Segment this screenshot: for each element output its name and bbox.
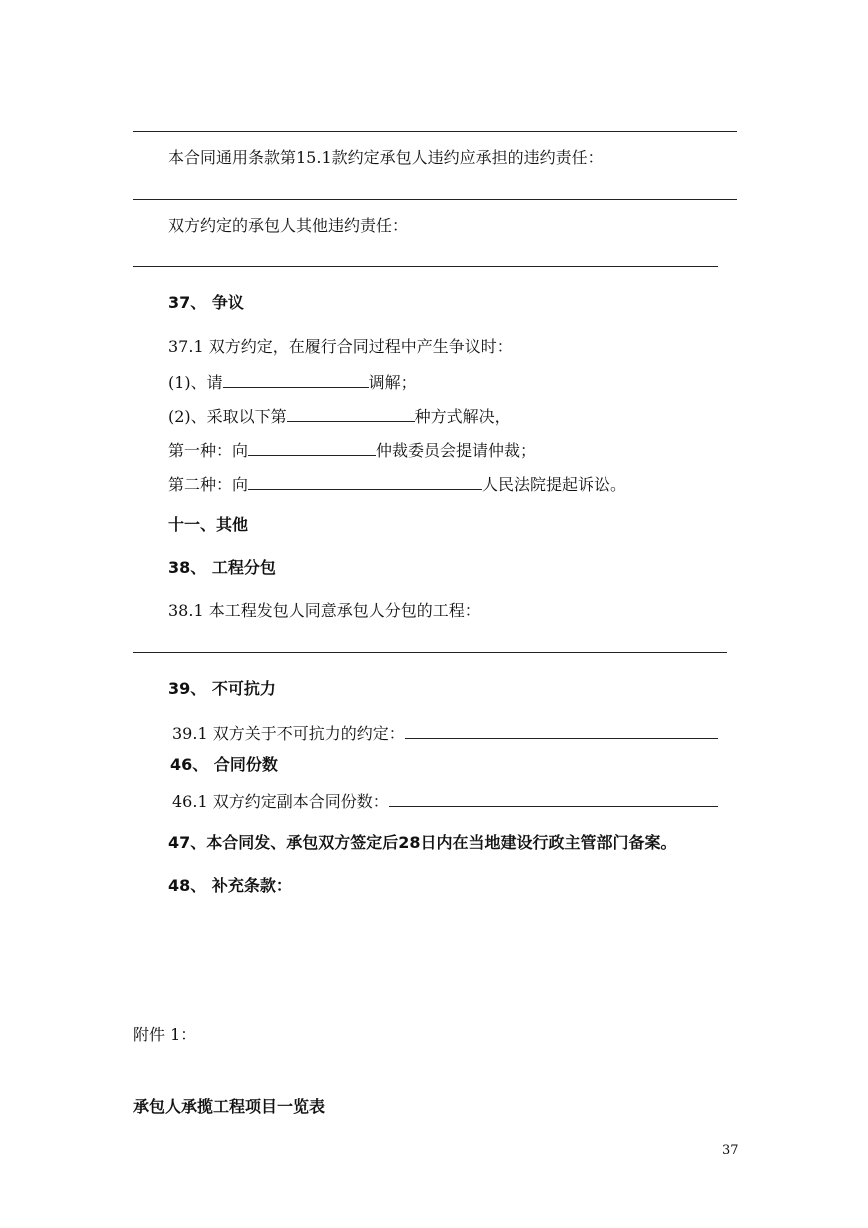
other-liability-clause: 双方约定的承包人其他违约责任：: [168, 216, 409, 235]
resolution-method-line: [168, 405, 511, 427]
arbitration-prefix: 第一种：向: [168, 441, 249, 460]
section-39-1-line: [172, 722, 718, 744]
section-37-heading: 37、 争议: [168, 293, 244, 312]
section-48-heading: 48、 补充条款：: [168, 876, 292, 895]
method-number-blank: [287, 405, 415, 422]
blank-line: [133, 652, 727, 653]
force-majeure-blank: [405, 722, 718, 739]
section-47-text: 47、本合同发、承包双方签定后28日内在当地建设行政主管部门备案。: [168, 833, 677, 852]
resolution-suffix: 种方式解决，: [414, 407, 511, 426]
mediation-prefix: (1)、请: [168, 373, 223, 392]
blank-line: [133, 266, 718, 267]
mediator-blank: [223, 371, 369, 388]
resolution-prefix: (2)、采取以下第: [168, 407, 287, 426]
blank-line: [133, 131, 737, 132]
mediation-line: [168, 371, 417, 393]
general-liability-clause: 本合同通用条款第15.1款约定承包人违约应承担的违约责任：: [168, 148, 604, 167]
section-46-heading: 46、 合同份数: [170, 755, 278, 774]
section-37-1-intro: 37.1 双方约定，在履行合同过程中产生争议时：: [168, 337, 513, 356]
section-46-1-line: [172, 790, 718, 812]
litigation-suffix: 人民法院提起诉讼。: [482, 475, 627, 494]
section-38-1-clause: 38.1 本工程发包人同意承包人分包的工程：: [168, 601, 481, 620]
copies-count-blank: [389, 790, 718, 807]
section-39-heading: 39、 不可抗力: [168, 679, 276, 698]
mediation-suffix: 调解；: [368, 373, 417, 392]
arbitration-commission-blank: [248, 439, 376, 456]
section-46-1-clause: 46.1 双方约定副本合同份数：: [172, 792, 389, 811]
arbitration-suffix: 仲裁委员会提请仲裁；: [376, 441, 537, 460]
page-number: 37: [722, 1143, 739, 1158]
litigation-prefix: 第二种：向: [168, 475, 249, 494]
arbitration-option: [168, 439, 536, 461]
chapter-11-heading: 十一、其他: [168, 515, 249, 534]
litigation-option: [168, 473, 626, 495]
attachment-table-title: 承包人承揽工程项目一览表: [133, 1097, 326, 1116]
section-39-1-clause: 39.1 双方关于不可抗力的约定：: [172, 724, 405, 743]
blank-line: [133, 199, 737, 200]
section-38-heading: 38、 工程分包: [168, 558, 276, 577]
court-blank: [248, 473, 482, 490]
attachment-label: 附件 1：: [133, 1025, 197, 1044]
